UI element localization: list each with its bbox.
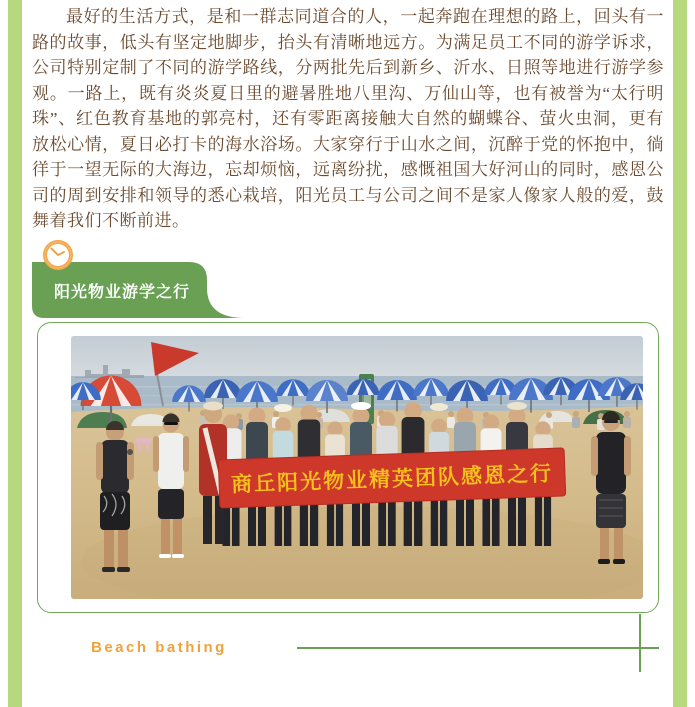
right-rail-bar [673,0,687,707]
horizontal-divider [297,647,659,649]
clock-icon [40,237,76,273]
beach-photo-scene [71,336,643,599]
beach-photo [71,336,643,599]
photo-card [37,322,659,613]
photo-banner-text: 商丘阳光物业精英团队感恩之行 [230,462,554,497]
section-title: 阳光物业游学之行 [54,284,191,302]
left-rail-bar [8,0,22,707]
caption-beach-bathing: Beach bathing [91,639,227,656]
intro-paragraph: 最好的生活方式，是和一群志同道合的人，一起奔跑在理想的路上，回头有一路的故事，低头有坚定地脚步，抬头有清晰地远方。为满足员工不同的游学诉求，公司特别定制了不同的游学路线，分两批先后到新乡、沂水、日照等地进行游学参观。一路上，既有炎炎夏日里的避暑胜地八里沟、万仙山等，也有被誉为“太行明珠”、红色教育基地的郭亮村，还有零距离接触大自然的蝴蝶谷、萤火虫洞，更有放松心情，夏日必打卡的海水浴场。大家穿行于山水之间，沉醉于党的怀抱中，徜徉于一望无际的大海边，忘却烦恼，远离纷扰，感慨祖国大好河山的同时，感恩公司的周到安排和领导的悉心栽培，阳光员工与公司之间不是家人像家人般的爱，鼓舞着我们不断前进。 [32,7,664,230]
vertical-divider [639,614,641,672]
